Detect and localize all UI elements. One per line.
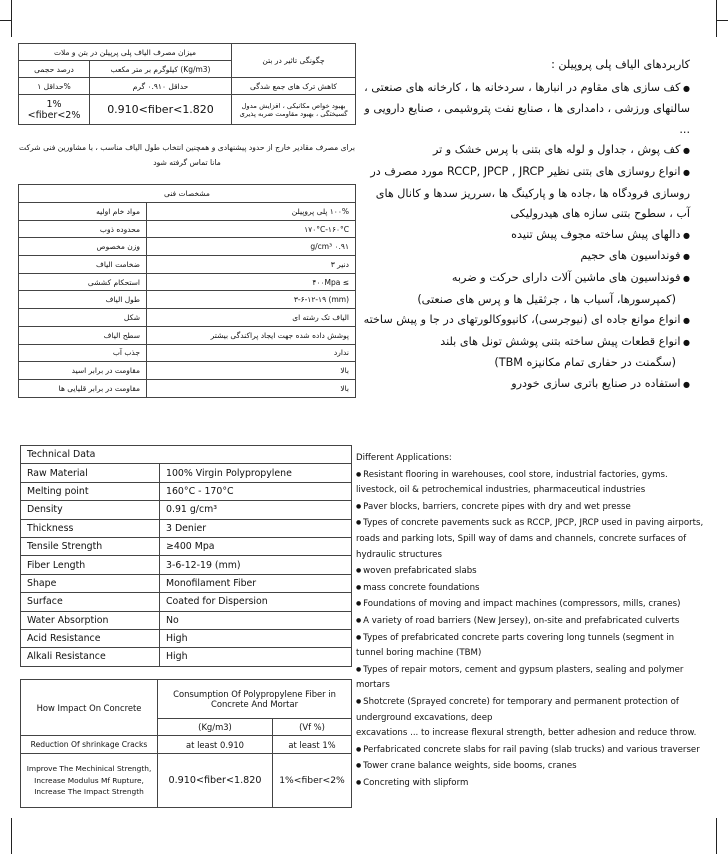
fa-spec-property: طول الیاف bbox=[19, 291, 147, 309]
fa-row1-effect: کاهش ترک های جمع شدگی bbox=[232, 78, 356, 95]
fa-spec-value: ۱۰۰% پلی پروپیلن bbox=[147, 203, 356, 221]
fa-spec-value: بالا bbox=[147, 379, 356, 397]
persian-spec-table bbox=[18, 184, 356, 398]
fa-apps-item: ● فونداسیون های ماشین آلات دارای حرکت و ضربه bbox=[360, 268, 690, 290]
en-tech-value: Monofilament Fiber bbox=[160, 574, 352, 592]
fa-spec-property: مقاومت در برابر اسید bbox=[19, 362, 147, 380]
en-apps-line: ● Paver blocks, barriers, concrete pipes with dry and wet presse bbox=[356, 499, 712, 516]
en-tech-title: Technical Data bbox=[21, 446, 352, 464]
en-apps-line: ● Tower crane balance weights, side booms, cranes bbox=[356, 758, 712, 775]
persian-consumption-table bbox=[18, 43, 356, 125]
en-tech-key: Surface bbox=[21, 593, 160, 611]
fa-spec-value: ۰.۹۱ g/cm³ bbox=[147, 238, 356, 256]
en-tech-value: 3-6-12-19 (mm) bbox=[160, 556, 352, 574]
fa-spec-value: بالا bbox=[147, 362, 356, 380]
fa-spec-property: جذب آب bbox=[19, 344, 147, 362]
en-row2-kg: 0.910<fiber<1.820 bbox=[158, 754, 273, 808]
en-apps-line: roads and parking lots, Spill way of dams and channels, concrete surfaces of bbox=[356, 533, 687, 544]
en-tech-value: 0.91 g/cm³ bbox=[160, 501, 352, 519]
en-tech-key: Thickness bbox=[21, 519, 160, 537]
en-row2-effect: Improve The Mechinical Strength, Increase Modulus Mf Rupture, Increase The Impact Strength bbox=[21, 754, 158, 808]
table-row bbox=[21, 611, 352, 629]
en-tech-key: Density bbox=[21, 501, 160, 519]
table-row bbox=[19, 309, 356, 327]
fa-header-impact: چگونگی تاثیر در بتن bbox=[232, 44, 356, 78]
table-row bbox=[19, 256, 356, 274]
table-row bbox=[21, 593, 352, 611]
table-row bbox=[19, 238, 356, 256]
crop-mark-top-right-v bbox=[716, 0, 717, 37]
persian-note: برای مصرف مقادیر خارج از حدود پیشنهادی و همچنین انتخاب طول الیاف مناسب ، با مشاورین فنی شرکت مانا تماس گرفته شود bbox=[19, 143, 355, 167]
fa-unit-kg: کیلوگرم بر متر مکعب (Kg/m3) bbox=[90, 61, 232, 78]
en-unit-kg: (Kg/m3) bbox=[158, 719, 273, 736]
fa-spec-value: الیاف تک رشته ای bbox=[147, 309, 356, 327]
table-row bbox=[21, 537, 352, 555]
fa-unit-vf: درصد حجمی bbox=[19, 61, 90, 78]
fa-spec-value: ندارد bbox=[147, 344, 356, 362]
table-row bbox=[19, 291, 356, 309]
table-row bbox=[19, 326, 356, 344]
en-tech-value: Coated for Dispersion bbox=[160, 593, 352, 611]
table-row bbox=[21, 501, 352, 519]
fa-apps-item: ● انواع روسازی های بتنی نظیر RCCP, JPCP , JRCP مورد مصرف در روسازی فرودگاه ها ،جاده ها و پارکینگ ها ،سرریز سدها و کانال های آب ، سطوح بتنی سازه های هیدرولیکی bbox=[360, 162, 690, 225]
en-tech-key: Alkali Resistance bbox=[21, 648, 160, 666]
crop-mark-bottom-right-v bbox=[716, 818, 717, 854]
en-unit-vf: (Vf %) bbox=[273, 719, 352, 736]
fa-apps-item: ● انواع قطعات پیش ساخته بتنی پوشش تونل های بلند bbox=[360, 332, 690, 354]
en-row1-vf: at least 1% bbox=[273, 736, 352, 754]
en-tech-value: 100% Virgin Polypropylene bbox=[160, 464, 352, 482]
fa-spec-property: ضخامت الیاف bbox=[19, 256, 147, 274]
table-row bbox=[19, 273, 356, 291]
en-apps-line: ● woven prefabricated slabs bbox=[356, 563, 712, 580]
table-row bbox=[21, 482, 352, 500]
fa-apps-item: ● انواع موانع جاده ای (نیوجرسی)، کانیووکالورتهای در جا و پیش ساخته bbox=[360, 310, 690, 332]
table-row bbox=[19, 379, 356, 397]
en-apps-line: ● Perfabricated concrete slabs for rail paving (slab trucks) and various traverser bbox=[356, 742, 712, 759]
en-apps-line: ● Resistant flooring in warehouses, cool store, industrial factories, gyms. bbox=[356, 467, 712, 484]
table-row bbox=[19, 344, 356, 362]
fa-spec-property: شکل bbox=[19, 309, 147, 327]
fa-header-consumption: میزان مصرف الیاف پلی پرپیلن در بتن و ملات bbox=[19, 44, 232, 61]
crop-mark-top-left-h bbox=[0, 20, 11, 21]
fa-spec-property: وزن مخصوص bbox=[19, 238, 147, 256]
fa-spec-title: مشخصات فنی bbox=[19, 185, 356, 203]
fa-apps-item: ● دالهای پیش ساخته مجوف پیش تنیده bbox=[360, 225, 690, 247]
fa-apps-item: (سگمنت در حفاری تمام مکانیزه TBM) bbox=[494, 356, 676, 370]
en-tech-key: Acid Resistance bbox=[21, 629, 160, 647]
en-apps-line: ● mass concrete foundations bbox=[356, 580, 712, 597]
en-tech-value: No bbox=[160, 611, 352, 629]
fa-row2-vf: 1%<fiber<2% bbox=[19, 95, 90, 125]
table-row bbox=[19, 78, 356, 95]
en-apps-line: livestock, oil & petrochemical industries, pharmaceutical industries bbox=[356, 485, 646, 496]
en-tech-value: ≥400 Mpa bbox=[160, 537, 352, 555]
en-tech-key: Shape bbox=[21, 574, 160, 592]
en-tech-key: Tensile Strength bbox=[21, 537, 160, 555]
fa-spec-value: ۱۷۰°C-۱۶۰°C bbox=[147, 220, 356, 238]
fa-spec-property: استحکام کششی bbox=[19, 273, 147, 291]
en-apps-title: Different Applications: bbox=[356, 453, 452, 463]
en-apps-line: underground excavations, deep bbox=[356, 712, 493, 723]
fa-row2-kg: 0.910<fiber<1.820 bbox=[90, 95, 232, 125]
en-apps-line: excavations ... to increase flexural strength, better adhesion and reduce throw. bbox=[356, 728, 697, 739]
table-row bbox=[21, 519, 352, 537]
table-row bbox=[21, 754, 352, 808]
en-tech-key: Fiber Length bbox=[21, 556, 160, 574]
english-consumption-table bbox=[20, 679, 352, 808]
en-row1-effect: Reduction Of shrinkage Cracks bbox=[21, 736, 158, 754]
table-row bbox=[21, 736, 352, 754]
en-apps-line: ● Shotcrete (Sprayed concrete) for temporary and permanent protection of bbox=[356, 694, 712, 711]
en-tech-value: High bbox=[160, 648, 352, 666]
crop-mark-top-right-h bbox=[717, 20, 728, 21]
table-row bbox=[19, 362, 356, 380]
fa-row1-kg: حداقل ۰.۹۱۰ گرم bbox=[90, 78, 232, 95]
en-header-impact: How Impact On Concrete bbox=[21, 680, 158, 736]
en-apps-line: hydraulic structures bbox=[356, 549, 442, 560]
en-tech-key: Water Absorption bbox=[21, 611, 160, 629]
en-header-consumption: Consumption Of Polypropylene Fiber in Concrete And Mortar bbox=[158, 680, 352, 719]
en-apps-line: ● A variety of road barriers (New Jersey), on-site and prefabricated culverts bbox=[356, 613, 712, 630]
en-tech-value: High bbox=[160, 629, 352, 647]
fa-spec-property: سطح الیاف bbox=[19, 326, 147, 344]
en-tech-key: Raw Material bbox=[21, 464, 160, 482]
fa-apps-item: ● فونداسیون های حجیم bbox=[360, 246, 690, 268]
en-row2-vf: 1%<fiber<2% bbox=[273, 754, 352, 808]
en-apps-line: ● Types of concrete pavements suck as RCCP, JPCP, JRCP used in paving airports, bbox=[356, 515, 712, 532]
fa-spec-value: دنیر ۳ bbox=[147, 256, 356, 274]
en-apps-line: mortars bbox=[356, 680, 390, 691]
table-row bbox=[21, 556, 352, 574]
table-row bbox=[19, 95, 356, 125]
fa-spec-property: محدوده ذوب bbox=[19, 220, 147, 238]
fa-apps-item: ● کف سازی های مقاوم در انبارها ، سردخانه ها ، کارخانه های صنعتی ، سالنهای ورزشی ، دامداری ها ، صنایع نفت پتروشیمی ، صنایع دارویی و ... bbox=[360, 78, 690, 141]
fa-spec-value: (mm) ۳-۶-۱۲-۱۹ bbox=[147, 291, 356, 309]
table-row bbox=[21, 464, 352, 482]
fa-apps-item: ● کف پوش ، جداول و لوله های بتنی با پرس خشک و تر bbox=[360, 140, 690, 162]
en-tech-key: Melting point bbox=[21, 482, 160, 500]
fa-apps-title: کاربردهای الیاف پلی پروپیلن : bbox=[551, 58, 690, 71]
fa-spec-property: مواد خام اولیه bbox=[19, 203, 147, 221]
english-technical-table bbox=[20, 445, 352, 667]
crop-mark-bottom-left-v bbox=[11, 818, 12, 854]
fa-spec-property: مقاومت در برابر قلیایی ها bbox=[19, 379, 147, 397]
en-apps-line: ● Types of repair motors, cement and gypsum plasters, sealing and polymer bbox=[356, 662, 712, 679]
en-tech-value: 160°C - 170°C bbox=[160, 482, 352, 500]
fa-spec-value: ≥ ۴۰۰Mpa bbox=[147, 273, 356, 291]
table-row bbox=[21, 629, 352, 647]
en-apps-line: ● Concreting with slipform bbox=[356, 775, 712, 792]
en-apps-line: ● Foundations of moving and impact machines (compressors, mills, cranes) bbox=[356, 596, 712, 613]
fa-row2-effect: بهبود خواص مکانیکی ، افزایش مدول گسیختگی ، بهبود مقاومت ضربه پذیری bbox=[232, 95, 356, 125]
fa-spec-value: پوشش داده شده جهت ایجاد پراکندگی بیشتر bbox=[147, 326, 356, 344]
en-apps-line: tunnel boring machine (TBM) bbox=[356, 648, 482, 659]
en-apps-line: ● Types of prefabricated concrete parts covering long tunnels (segment in bbox=[356, 630, 712, 647]
en-tech-value: 3 Denier bbox=[160, 519, 352, 537]
en-row1-kg: at least 0.910 bbox=[158, 736, 273, 754]
table-row bbox=[19, 220, 356, 238]
crop-mark-top-left-v bbox=[11, 0, 12, 37]
table-row bbox=[21, 574, 352, 592]
table-row bbox=[19, 203, 356, 221]
fa-row1-vf: حداقل ۱% bbox=[19, 78, 90, 95]
fa-apps-item: ● استفاده در صنایع باتری سازی خودرو bbox=[360, 374, 690, 396]
fa-apps-item: (کمپرسورها، آسیاب ها ، جرثقیل ها و پرس های صنعتی) bbox=[417, 292, 676, 306]
english-applications bbox=[356, 451, 712, 791]
table-row bbox=[21, 648, 352, 666]
persian-applications bbox=[360, 55, 690, 396]
